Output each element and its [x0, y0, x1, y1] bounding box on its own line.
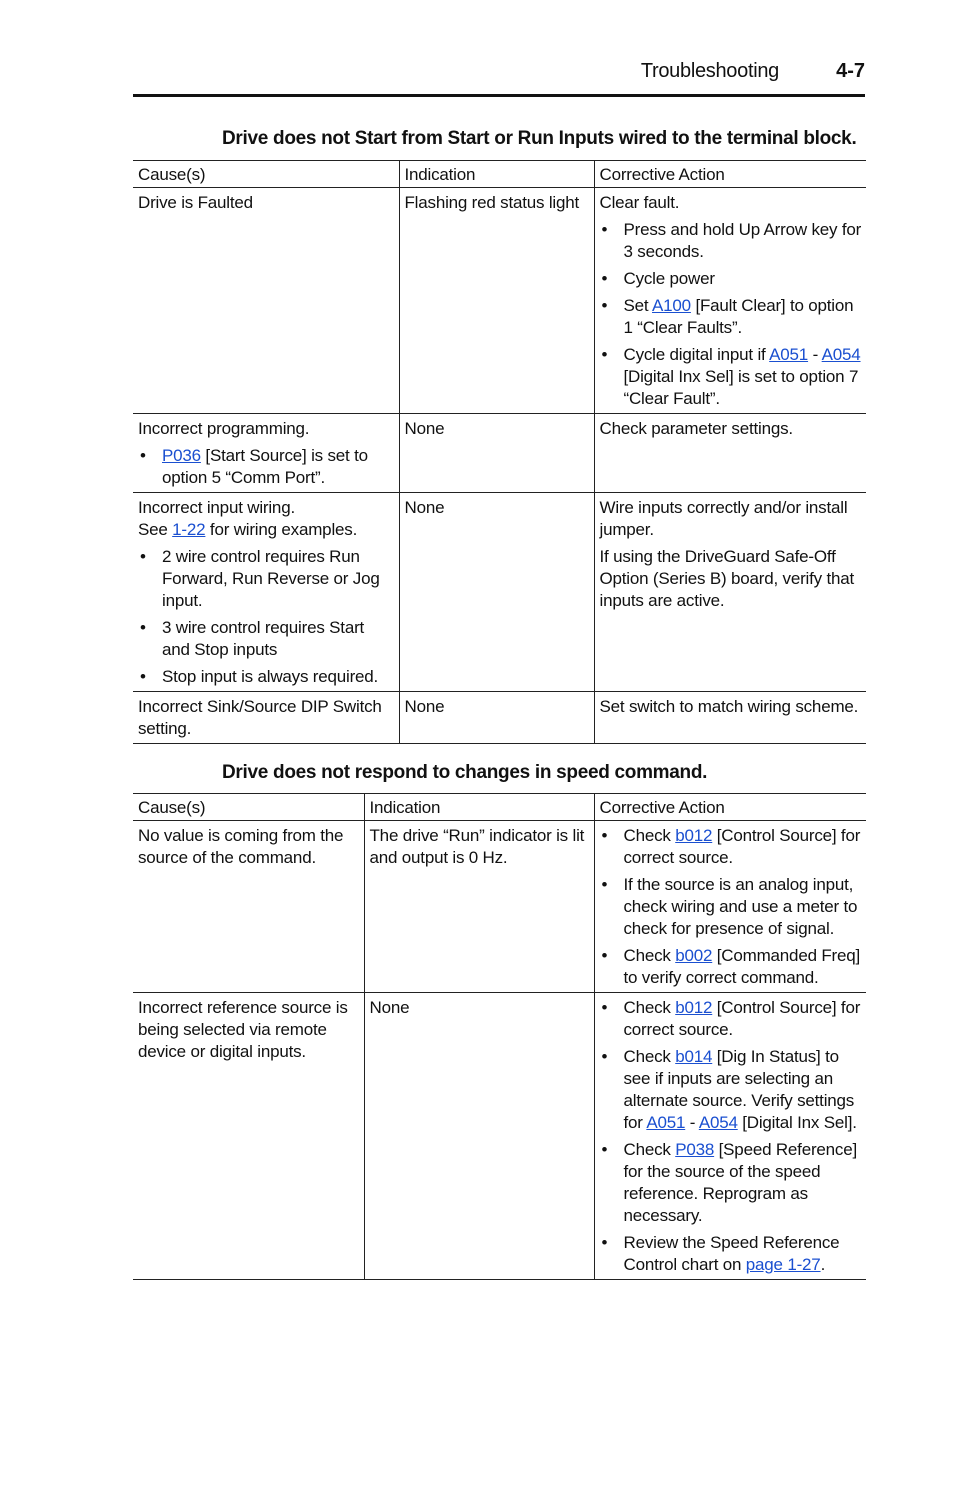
cause-cell: Incorrect Sink/Source DIP Switch setting.: [133, 692, 399, 744]
table-header-row: [133, 794, 866, 821]
list-item: • Press and hold Up Arrow key for 3 seconds.: [601, 220, 862, 261]
table-row: [133, 188, 866, 414]
list-item: • Check b012 [Control Source] for correct source.: [601, 998, 861, 1039]
param-link-a051[interactable]: A051: [769, 345, 809, 364]
indication-cell: The drive “Run” indicator is lit and output is 0 Hz.: [364, 821, 594, 993]
indication-cell: None: [399, 414, 594, 493]
indication-cell: None: [364, 993, 594, 1280]
param-link-b012[interactable]: b012: [675, 826, 713, 845]
cause-cell: Drive is Faulted: [133, 188, 399, 414]
action-cell: Clear fault. • Press and hold Up Arrow key for 3 seconds. • Cycle power • Set A100 [Fault Clear] to option 1 “Clear Faults”. • Cycle digital input if A051 - A054 [Digital Inx Sel] is set to option 7 “Clear Fault”.: [594, 188, 866, 414]
action-cell: [594, 993, 866, 1280]
header-rule: [133, 94, 865, 97]
param-link-b012[interactable]: b012: [675, 998, 713, 1017]
page-header: [133, 60, 865, 88]
cause-cell: No value is coming from the source of the command.: [133, 821, 364, 993]
column-header-action: Corrective Action: [594, 794, 866, 821]
table-row: [133, 993, 866, 1280]
page-number: 4-7: [836, 60, 865, 82]
bullet-icon: •: [601, 1233, 608, 1252]
cause-list: [138, 445, 395, 489]
cause-cell: Incorrect programming. • P036 [Start Source] is set to option 5 “Comm Port”.: [133, 414, 399, 493]
troubleshooting-table-speed: [133, 793, 866, 1280]
param-link-a054[interactable]: A054: [698, 1113, 738, 1132]
list-item: • Check b014 [Dig In Status] to see if inputs are selecting an alternate source. Verify settings for A051 - A054 [Digital Inx Sel].: [601, 1047, 857, 1132]
list-item: • 3 wire control requires Start and Stop inputs: [140, 618, 365, 659]
cause-list: [138, 546, 395, 688]
table-row: [133, 821, 866, 993]
bullet-icon: •: [601, 998, 608, 1017]
param-link-p036[interactable]: P036: [162, 446, 201, 465]
bullet-icon: •: [140, 547, 146, 566]
table-row: [133, 692, 866, 744]
list-item: • Cycle power: [601, 269, 715, 288]
param-link-a100[interactable]: A100: [652, 296, 691, 315]
list-item: • Cycle digital input if A051 - A054 [Digital Inx Sel] is set to option 7 “Clear Fault”.: [601, 345, 861, 408]
column-header-action: Corrective Action: [594, 161, 866, 188]
list-item: • Check P038 [Speed Reference] for the source of the speed reference. Reprogram as necessary.: [601, 1140, 858, 1225]
bullet-icon: •: [601, 875, 608, 894]
bullet-icon: •: [601, 345, 608, 364]
bullet-icon: •: [140, 667, 146, 686]
column-header-causes: Cause(s): [133, 161, 399, 188]
page-link-1-27[interactable]: page 1-27: [745, 1255, 821, 1274]
action-cell: Wire inputs correctly and/or install jumper. If using the DriveGuard Safe-Off Option (Series B) board, verify that inputs are active.: [594, 493, 866, 692]
bullet-icon: •: [140, 618, 146, 637]
list-item: • 2 wire control requires Run Forward, Run Reverse or Jog input.: [140, 547, 380, 610]
list-item: • Review the Speed Reference Control chart on page 1-27.: [601, 1233, 840, 1274]
section-title: Troubleshooting: [640, 60, 779, 82]
bullet-icon: •: [601, 296, 608, 315]
indication-cell: Flashing red status light: [399, 188, 594, 414]
bullet-icon: •: [140, 446, 146, 465]
param-link-a051[interactable]: A051: [646, 1113, 686, 1132]
list-item: • If the source is an analog input, check wiring and use a meter to check for presence of signal.: [601, 875, 858, 938]
list-item: • Check b002 [Commanded Freq] to verify correct command.: [601, 946, 861, 987]
list-item: • Set A100 [Fault Clear] to option 1 “Clear Faults”.: [601, 296, 854, 337]
indication-cell: None: [399, 692, 594, 744]
list-item: • Stop input is always required.: [140, 667, 379, 686]
troubleshooting-table-start: [133, 160, 866, 744]
param-link-a054[interactable]: A054: [821, 345, 861, 364]
list-item: • P036 [Start Source] is set to option 5 “Comm Port”.: [140, 446, 368, 487]
table-row: [133, 414, 866, 493]
action-cell: [594, 821, 866, 993]
bullet-icon: •: [601, 946, 608, 965]
bullet-icon: •: [601, 1140, 608, 1159]
indication-cell: None: [399, 493, 594, 692]
table2-title: Drive does not respond to changes in speed command.: [222, 762, 708, 783]
cause-cell: Incorrect reference source is being selected via remote device or digital inputs.: [133, 993, 364, 1280]
action-cell: Check parameter settings.: [594, 414, 866, 493]
action-list: [600, 997, 863, 1276]
action-cell: Set switch to match wiring scheme.: [594, 692, 866, 744]
list-item: • Check b012 [Control Source] for correct source.: [601, 826, 861, 867]
cause-cell: Incorrect input wiring. See 1-22 for wiring examples. • 2 wire control requires Run Forward, Run Reverse or Jog input. • 3 wire control requires Start and Stop inputs • Stop input is always required.: [133, 493, 399, 692]
column-header-indication: Indication: [399, 161, 594, 188]
bullet-icon: •: [601, 1047, 608, 1066]
param-link-b014[interactable]: b014: [675, 1047, 713, 1066]
page-link-1-22[interactable]: 1-22: [172, 520, 206, 539]
table-row: [133, 493, 866, 692]
bullet-icon: •: [601, 220, 608, 239]
param-link-b002[interactable]: b002: [675, 946, 713, 965]
column-header-indication: Indication: [364, 794, 594, 821]
bullet-icon: •: [601, 826, 608, 845]
param-link-p038[interactable]: P038: [675, 1140, 715, 1159]
action-list: [600, 219, 863, 410]
column-header-causes: Cause(s): [133, 794, 364, 821]
action-list: [600, 825, 863, 989]
table-header-row: [133, 161, 866, 188]
table1-title: Drive does not Start from Start or Run Inputs wired to the terminal block.: [222, 128, 857, 149]
bullet-icon: •: [601, 269, 608, 288]
